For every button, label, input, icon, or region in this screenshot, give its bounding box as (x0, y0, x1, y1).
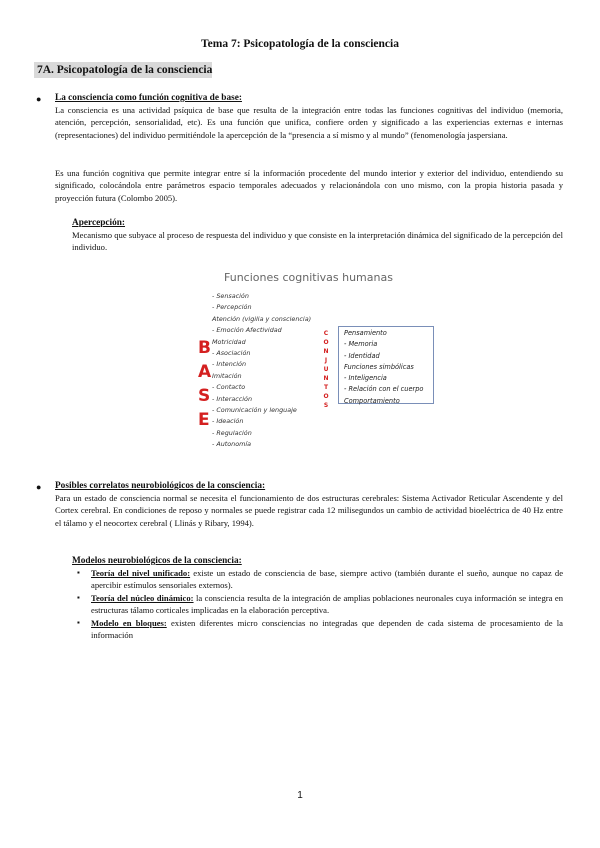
conjuntos-letter: O (323, 339, 329, 346)
base-function-item: Motricidad (212, 337, 246, 346)
higher-function-item: Comportamiento (344, 396, 400, 405)
higher-function-item: - Memoria (344, 340, 378, 349)
bullet-marker: ● (36, 94, 42, 104)
base-function-item: - Percepción (212, 303, 252, 312)
base-function-item: - Ideación (212, 417, 244, 426)
base-function-item: - Asociación (212, 348, 251, 357)
base-functions-list (212, 291, 311, 450)
higher-function-item: Pensamiento (344, 329, 387, 337)
conjuntos-letter: N (323, 375, 329, 382)
conjuntos-letter: T (323, 384, 329, 391)
modelo-term: Modelo en bloques: (91, 618, 167, 628)
base-function-item: - Autonomía (212, 440, 252, 449)
higher-function-item: - Relación con el cuerpo (344, 385, 424, 394)
base-function-item: - Interacción (212, 394, 253, 403)
paragraph-apercepcion: Mecanismo que subyace al proceso de respuesta del individuo y que consiste en la interpretación dinámica del significado de la percepción del individuo. (72, 230, 563, 253)
section-title: 7A. Psicopatología de la consciencia (37, 64, 213, 76)
conjuntos-letter: C (323, 330, 329, 337)
modelo-text: la consciencia resulta de la integración de amplias poblaciones neuronales cuya información se integra en estructuras tálamo corticales implicadas en la elaboración perceptiva. (91, 593, 563, 616)
base-letter: E (198, 410, 210, 430)
base-function-item: - Comunicación y lenguaje (212, 405, 297, 414)
conjuntos-letter: N (323, 348, 329, 355)
base-letter: A (198, 362, 212, 382)
conjuntos-letter: J (324, 357, 328, 364)
base-function-item: - Regulación (212, 428, 252, 437)
page-number: 1 (297, 790, 303, 801)
square-bullet: ▪ (77, 593, 80, 602)
modelo-text: existe un estado de consciencia de base, siempre activo (también durante el sueño, aunque no capaz de apercibir estímulos sensoriales externos). (91, 568, 564, 591)
square-bullet: ▪ (77, 618, 80, 627)
correlatos-heading: Posibles correlatos neurobiológicos de la consciencia: (55, 481, 266, 491)
base-function-item: Atención (vigilia y consciencia) (212, 314, 312, 323)
base-function-item: - Intención (212, 360, 247, 369)
paragraph-correlatos: Para un estado de consciencia normal se necesita el funcionamiento de dos estructuras cerebrales: Sistema Activador Reticular Ascendente y del Cortex cerebral. En condiciones de reposo y normales se puede registrar cada 12 milisegundos un cambio de actividad bioeléctrica de 40 Hz entre el tálamo y el neocortex cerebral ( Llinás y Ribary, 1994). (55, 493, 563, 528)
higher-functions-list (344, 328, 423, 407)
base-letter: S (198, 386, 211, 406)
modelo-item (91, 617, 563, 642)
modelos-heading: Modelos neurobiológicos de la consciencia: (72, 556, 242, 566)
base-letter: B (198, 338, 211, 358)
consciencia-heading: La consciencia como función cognitiva de base: (55, 93, 242, 103)
conjuntos-letter: U (323, 366, 329, 373)
paragraph-consciencia-definition: La consciencia es una actividad psíquica de base que resulta de la integración entre todas las funciones cognitivas del individuo (memoria, atención, percepción, sensorialidad, etc). Es una función que unifica, confiere orden y significado a las experiencias externas e internas (representaciones) del individuo permitiéndole la apercepción de la “presencia a sí mismo y al mundo” (fenomenología jaspersiana. (55, 105, 563, 140)
base-function-item: - Contacto (212, 383, 246, 392)
modelo-term: Teoría del nivel unificado: (91, 568, 191, 578)
apercepcion-heading: Apercepción: (72, 218, 126, 228)
funciones-cognitivas-figure (194, 266, 440, 469)
base-function-item: - Emoción Afectividad (212, 326, 282, 335)
modelo-term: Teoría del núcleo dinámico: (91, 593, 194, 603)
modelo-item (91, 567, 563, 592)
higher-function-item: - Identidad (344, 351, 380, 360)
conjuntos-letter: O (323, 393, 329, 400)
modelo-item (91, 592, 563, 617)
square-bullet: ▪ (77, 568, 80, 577)
conjuntos-letter: S (323, 402, 329, 409)
base-function-item: - Sensación (212, 292, 249, 300)
higher-function-item: Funciones simbólicas (344, 362, 414, 371)
higher-function-item: - Inteligencia (344, 374, 387, 383)
modelo-text: existen diferentes micro consciencias no integradas que dependen de cada sistema de procesamiento de la información (91, 618, 564, 641)
figure-title: Funciones cognitivas humanas (224, 271, 393, 284)
page-title: Tema 7: Psicopatología de la consciencia (201, 38, 399, 50)
paragraph-consciencia-function: Es una función cognitiva que permite integrar entre sí la información procedente del mundo interior y exterior del individuo, entendiendo su significado, colocándola entre parámetros espacio temporales adecuados y relacionándola con uno mismo, con la propia historia pasada y proyección futura (Colombo 2005). (55, 168, 563, 203)
bullet-marker: ● (36, 482, 42, 492)
base-function-item: Imitación (212, 371, 242, 380)
